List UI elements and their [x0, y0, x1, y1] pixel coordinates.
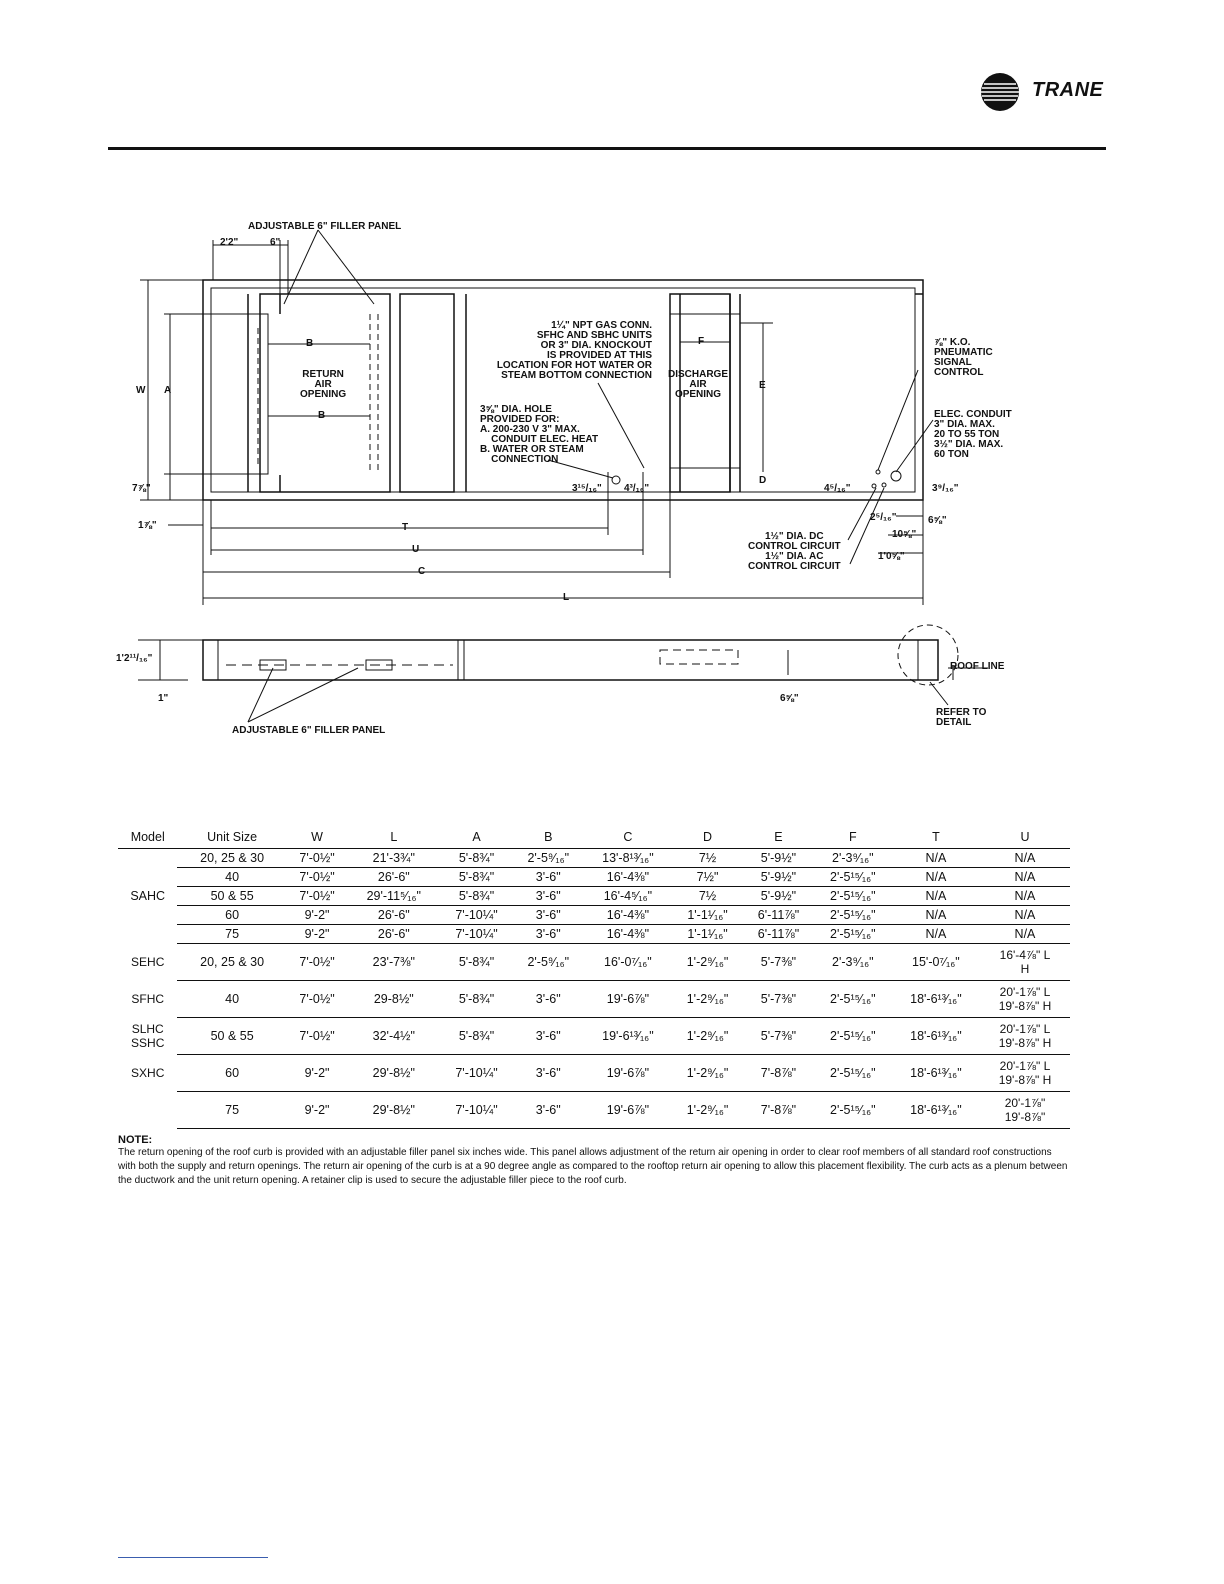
dim-2-2: 2'2" — [220, 237, 239, 248]
table-cell: 5'-9½" — [743, 868, 814, 887]
filler-panel-label-bottom: ADJUSTABLE 6" FILLER PANEL — [232, 725, 386, 736]
dim-f: F — [698, 336, 705, 347]
dc-circuit-note: 1½" DIA. DC CONTROL CIRCUIT — [748, 531, 841, 552]
table-cell: 50 & 55 — [177, 1018, 286, 1055]
table-cell: 3'-6" — [513, 868, 584, 887]
table-cell: 18'-6¹³⁄₁₆" — [892, 1018, 980, 1055]
table-cell: 7½ — [672, 849, 743, 868]
table-cell: 7'-8⅞" — [743, 1055, 814, 1092]
col-unit-size: Unit Size — [177, 828, 286, 849]
table-cell: 1'-2⁹⁄₁₆" — [672, 1018, 743, 1055]
col-f: F — [814, 828, 892, 849]
table-cell: N/A — [980, 849, 1070, 868]
hole-note: 3⅝" DIA. HOLE PROVIDED FOR: A. 200-230 V 3" MAX. CONDUIT ELEC. HEAT B. WATER OR STEAM CONNECTION — [480, 404, 599, 465]
dim-b-top: B — [306, 338, 314, 349]
table-cell: 26'-6" — [347, 925, 440, 944]
model-cell — [118, 981, 177, 1018]
brand-name: TRANE — [1032, 79, 1104, 101]
col-w: W — [287, 828, 347, 849]
u-cell — [980, 981, 1070, 1018]
table-cell: 20, 25 & 30 — [177, 849, 286, 868]
return-air-label: RETURN AIR OPENING — [300, 369, 347, 400]
table-cell: 5'-8¾" — [440, 849, 512, 868]
elec-conduit-note: ELEC. CONDUIT 3" DIA. MAX. 20 TO 55 TON 3½" DIA. MAX. 60 TON — [934, 409, 1012, 460]
model-cell — [118, 1018, 177, 1055]
table-cell: 3'-6" — [513, 925, 584, 944]
model-name-alt: SSHC — [131, 1036, 165, 1050]
table-cell: 2'-5¹⁵⁄₁₆" — [814, 1018, 892, 1055]
dim-3-15-16: 3¹⁵/₁₆" — [572, 483, 602, 494]
dim-6-5-8: 6⅝" — [928, 515, 947, 526]
dim-l: L — [563, 592, 570, 603]
dim-4-5-16: 4⁵/₁₆" — [824, 483, 851, 494]
table-row — [118, 849, 1070, 868]
table-cell: 7'-10¼" — [440, 906, 512, 925]
dim-6: 6" — [270, 237, 281, 248]
table-cell: 1'-2⁹⁄₁₆" — [672, 1055, 743, 1092]
table-cell: 2'-5¹⁵⁄₁₆" — [814, 925, 892, 944]
pneumatic-note: ⅞" K.O. PNEUMATIC SIGNAL CONTROL — [934, 337, 993, 378]
col-model: Model — [118, 828, 177, 849]
table-cell: 7'-0½" — [287, 1018, 347, 1055]
discharge-air-label: DISCHARGE AIR OPENING — [668, 369, 729, 400]
dim-3-9-16: 3⁹/₁₆" — [932, 483, 959, 494]
table-cell: 18'-6¹³⁄₁₆" — [892, 1092, 980, 1129]
dim-a: A — [164, 385, 172, 396]
u-value: 19'-8⅞" H — [998, 1036, 1052, 1050]
table-cell: 3'-6" — [513, 887, 584, 906]
table-cell: 2'-5¹⁵⁄₁₆" — [814, 906, 892, 925]
u-value: 19'-8⅞" H — [998, 999, 1052, 1013]
table-cell: N/A — [892, 887, 980, 906]
table-cell: 9'-2" — [287, 1055, 347, 1092]
u-value: 20'-1⅞" L — [999, 1059, 1051, 1073]
table-cell: 7'-8⅞" — [743, 1092, 814, 1129]
u-value: H — [1020, 962, 1030, 976]
dim-1-7-8: 1⅞" — [138, 520, 157, 531]
u-cell — [980, 944, 1070, 981]
table-cell: 2'-5⁹⁄₁₆" — [513, 944, 584, 981]
roof-line-label: ROOF LINE — [950, 661, 1005, 672]
col-u: U — [980, 828, 1070, 849]
model-name: SEHC — [131, 955, 165, 969]
table-cell: N/A — [892, 925, 980, 944]
table-cell: 1'-2⁹⁄₁₆" — [672, 944, 743, 981]
dim-t: T — [402, 522, 409, 533]
table-cell: 19'-6⅞" — [584, 981, 672, 1018]
table-cell: 2'-5¹⁵⁄₁₆" — [814, 1055, 892, 1092]
dim-7-8: 7⅞" — [132, 483, 151, 494]
u-value: 20'-1⅞" — [1004, 1096, 1046, 1110]
table-cell: 1'-1¹⁄₁₆" — [672, 925, 743, 944]
table-cell: N/A — [980, 868, 1070, 887]
table-cell: N/A — [892, 849, 980, 868]
table-cell: 7'-0½" — [287, 849, 347, 868]
dim-e: E — [759, 380, 766, 391]
table-cell: 5'-9½" — [743, 887, 814, 906]
col-l: L — [347, 828, 440, 849]
sahc-group — [118, 849, 1070, 944]
dim-1-0-5-8: 1'0⅝" — [878, 551, 905, 562]
refer-detail-label: REFER TO DETAIL — [936, 707, 987, 728]
table-cell: 2'-5¹⁵⁄₁₆" — [814, 868, 892, 887]
table-row — [118, 981, 1070, 1018]
header-rule — [108, 147, 1106, 150]
table-cell: 2'-5¹⁵⁄₁₆" — [814, 981, 892, 1018]
table-cell: 18'-6¹³⁄₁₆" — [892, 981, 980, 1018]
table-cell: 23'-7⅜" — [347, 944, 440, 981]
table-cell: 75 — [177, 925, 286, 944]
table-cell: 29'-8½" — [347, 1092, 440, 1129]
table-cell: 60 — [177, 1055, 286, 1092]
table-cell: 7'-0½" — [287, 981, 347, 1018]
u-value: 20'-1⅞" L — [999, 1022, 1051, 1036]
u-value: 19'-8⅞" H — [998, 1073, 1052, 1087]
table-cell: N/A — [980, 925, 1070, 944]
table-cell: 16'-4⅜" — [584, 925, 672, 944]
note-title: NOTE: — [118, 1134, 153, 1146]
table-cell: 16'-4⅜" — [584, 868, 672, 887]
table-cell: 9'-2" — [287, 925, 347, 944]
table-row — [118, 944, 1070, 981]
dim-b-bottom: B — [318, 410, 326, 421]
table-row — [118, 1055, 1070, 1092]
table-cell: 19'-6⅞" — [584, 1055, 672, 1092]
table-cell: 3'-6" — [513, 906, 584, 925]
u-cell — [980, 1018, 1070, 1055]
table-cell: 3'-6" — [513, 1055, 584, 1092]
col-b: B — [513, 828, 584, 849]
table-cell: 5'-8¾" — [440, 944, 512, 981]
table-cell: 2'-5¹⁵⁄₁₆" — [814, 1092, 892, 1129]
model-cell: SAHC — [130, 889, 166, 904]
table-cell: 15'-0⁷⁄₁₆" — [892, 944, 980, 981]
table-cell: 9'-2" — [287, 906, 347, 925]
table-cell: 29-8½" — [347, 981, 440, 1018]
table-cell: 7'-10¼" — [440, 1092, 512, 1129]
table-cell: 9'-2" — [287, 1092, 347, 1129]
table-cell: N/A — [892, 868, 980, 887]
dim-10-5-8: 10⅝" — [892, 529, 917, 540]
table-cell: 7'-10¼" — [440, 925, 512, 944]
table-row — [118, 906, 1070, 925]
dim-w: W — [136, 385, 146, 396]
table-cell: 5'-7⅜" — [743, 944, 814, 981]
gas-conn-note: 1¼" NPT GAS CONN. SFHC AND SBHC UNITS OR 3" DIA. KNOCKOUT IS PROVIDED AT THIS LOCATION FOR HOT WATER OR STEAM BOTTOM CONNECTION — [496, 320, 652, 381]
table-cell: 16'-4⁵⁄₁₆" — [584, 887, 672, 906]
table-cell: 3'-6" — [513, 1092, 584, 1129]
table-cell: 26'-6" — [347, 906, 440, 925]
table-cell: 5'-7⅜" — [743, 1018, 814, 1055]
dim-c: C — [418, 566, 426, 577]
side-dim-6-5-8: 6⅝" — [780, 693, 799, 704]
model-name: SFHC — [131, 992, 165, 1006]
table-row — [118, 925, 1070, 944]
col-e: E — [743, 828, 814, 849]
table-cell: 19'-6⅞" — [584, 1092, 672, 1129]
table-cell: 16'-4⅜" — [584, 906, 672, 925]
side-dim-1: 1" — [158, 693, 169, 704]
table-cell: 40 — [177, 868, 286, 887]
table-cell: 2'-3⁹⁄₁₆" — [814, 944, 892, 981]
table-cell: 13'-8¹³⁄₁₆" — [584, 849, 672, 868]
table-cell: 26'-6" — [347, 868, 440, 887]
u-cell — [980, 1092, 1070, 1129]
model-cell — [118, 1055, 177, 1092]
ac-circuit-note: 1½" DIA. AC CONTROL CIRCUIT — [748, 551, 841, 572]
table-cell: 7½ — [672, 887, 743, 906]
filler-panel-label-top: ADJUSTABLE 6" FILLER PANEL — [248, 221, 402, 232]
table-header-row — [118, 828, 1070, 849]
col-t: T — [892, 828, 980, 849]
table-cell: 1'-2⁹⁄₁₆" — [672, 981, 743, 1018]
table-cell: N/A — [892, 906, 980, 925]
table-cell: 5'-9½" — [743, 849, 814, 868]
table-cell: 6'-11⅞" — [743, 925, 814, 944]
dim-4-3-16: 4³/₁₆" — [624, 483, 650, 494]
col-a: A — [440, 828, 512, 849]
dim-d: D — [759, 475, 767, 486]
note-body: The return opening of the roof curb is provided with an adjustable filler panel six inches wide. This panel allows adjustment of the return air opening in order to clear roof members of all standard roof constructions with both the supply and return openings. The return air opening of the curb is at a 90 degree angle as compared to the rooftop return air opening to allow this placement flexibility. The curb acts as a plenum between the ductwork and the unit return opening. A retainer clip is used to secure the adjustable filler piece to the roof curb. — [118, 1147, 1068, 1186]
table-cell: 29'-8½" — [347, 1055, 440, 1092]
col-c: C — [584, 828, 672, 849]
table-cell: N/A — [980, 887, 1070, 906]
table-cell: 40 — [177, 981, 286, 1018]
dim-2-5-16: 2⁵/₁₆" — [870, 512, 897, 523]
table-cell: 5'-8¾" — [440, 981, 512, 1018]
table-cell: 18'-6¹³⁄₁₆" — [892, 1055, 980, 1092]
table-cell: 7'-0½" — [287, 944, 347, 981]
roof-curb-drawing — [108, 210, 1108, 750]
table-cell: 1'-1¹⁄₁₆" — [672, 906, 743, 925]
table-cell: 2'-5⁹⁄₁₆" — [513, 849, 584, 868]
table-cell: N/A — [980, 906, 1070, 925]
u-value: 16'-4⅞" L — [999, 948, 1051, 962]
table-cell: 1'-2⁹⁄₁₆" — [672, 1092, 743, 1129]
table-cell: 20, 25 & 30 — [177, 944, 286, 981]
table-cell: 32'-4½" — [347, 1018, 440, 1055]
other-models-group — [118, 944, 1070, 1129]
u-value: 20'-1⅞" L — [999, 985, 1051, 999]
dim-u: U — [412, 544, 420, 555]
table-cell: 21'-3¾" — [347, 849, 440, 868]
side-dim-1-2-11-16: 1'2¹¹/₁₆" — [116, 653, 153, 664]
table-cell: 3'-6" — [513, 981, 584, 1018]
dimension-table — [118, 828, 1070, 1129]
table-cell: 75 — [177, 1092, 286, 1129]
model-name: SLHC — [131, 1022, 164, 1036]
table-cell: 50 & 55 — [177, 887, 286, 906]
model-cell — [118, 944, 177, 981]
table-cell: 3'-6" — [513, 1018, 584, 1055]
table-cell: 19'-6¹³⁄₁₆" — [584, 1018, 672, 1055]
table-cell: 5'-7⅜" — [743, 981, 814, 1018]
table-cell: 5'-8¾" — [440, 887, 512, 906]
table-cell: 7½" — [672, 868, 743, 887]
table-cell: 7'-0½" — [287, 887, 347, 906]
table-row — [118, 868, 1070, 887]
col-d: D — [672, 828, 743, 849]
table-cell: 5'-8¾" — [440, 868, 512, 887]
model-cell — [118, 1092, 177, 1129]
table-cell: 5'-8¾" — [440, 1018, 512, 1055]
table-cell: 2'-5¹⁵⁄₁₆" — [814, 887, 892, 906]
table-cell: 6'-11⅞" — [743, 906, 814, 925]
u-value: 19'-8⅞" — [1004, 1110, 1046, 1124]
table-cell: 60 — [177, 906, 286, 925]
table-row — [118, 1018, 1070, 1055]
table-cell: 7'-10¼" — [440, 1055, 512, 1092]
u-cell — [980, 1055, 1070, 1092]
footer-line — [118, 1557, 268, 1558]
table-cell: 29'-11⁵⁄₁₆" — [347, 887, 440, 906]
table-cell: 16'-0⁷⁄₁₆" — [584, 944, 672, 981]
table-cell: 7'-0½" — [287, 868, 347, 887]
model-name: SXHC — [131, 1066, 165, 1080]
table-row — [118, 1092, 1070, 1129]
table-row — [118, 887, 1070, 906]
table-cell: 2'-3⁹⁄₁₆" — [814, 849, 892, 868]
